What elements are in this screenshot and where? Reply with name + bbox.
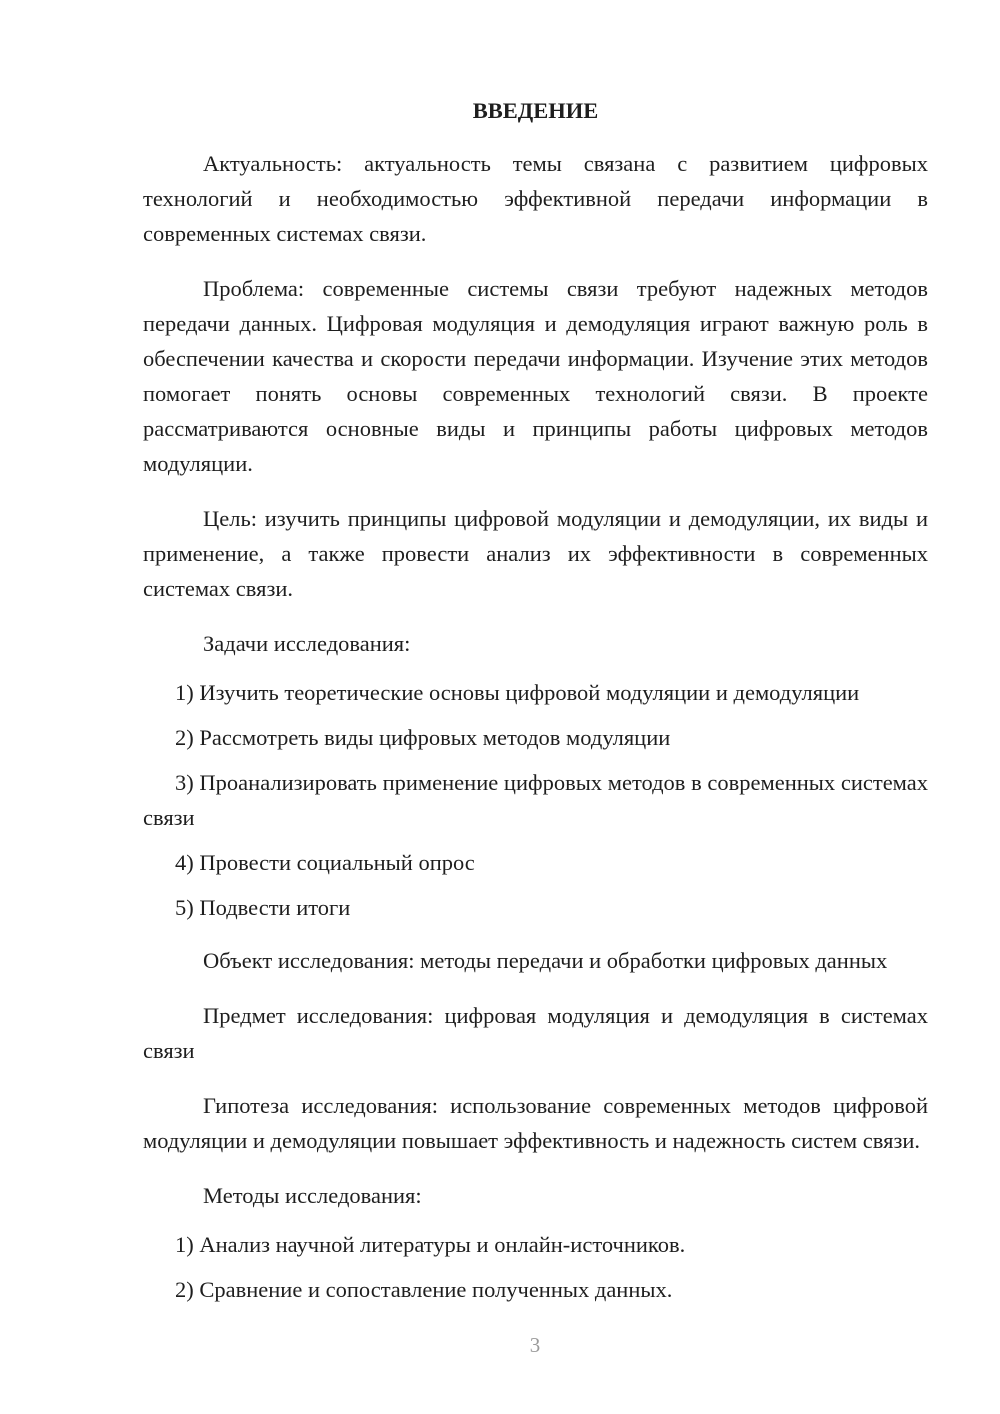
method-item-2: 2) Сравнение и сопоставление полученных данных. <box>175 1277 673 1302</box>
hypothesis-paragraph: Гипотеза исследования: использование современных методов цифровой модуляции и демодуляции повышает эффективность и надежность систем связи. <box>143 1093 928 1153</box>
task-item-5: 5) Подвести итоги <box>175 895 351 920</box>
methods-heading: Методы исследования: <box>203 1183 422 1208</box>
problem-paragraph: Проблема: современные системы связи требуют надежных методов передачи данных. Цифровая модуляция и демодуляция играют важную роль в обеспечении качества и скорости передачи информации. Изучение этих методов помогает понять основы современных технологий связи. В проекте рассматриваются основные виды и принципы работы цифровых методов модуляции. <box>143 276 928 476</box>
task-item-3: 3) Проанализировать применение цифровых методов в современных системах связи <box>143 770 928 830</box>
page-number: 3 <box>529 1333 541 1357</box>
page-content <box>143 93 928 1317</box>
method-item-1: 1) Анализ научной литературы и онлайн-источников. <box>175 1232 686 1257</box>
goal-paragraph: Цель: изучить принципы цифровой модуляции и демодуляции, их виды и применение, а также провести анализ их эффективности в современных системах связи. <box>143 506 928 601</box>
page-title: ВВЕДЕНИЕ <box>472 98 599 123</box>
object-paragraph: Объект исследования: методы передачи и обработки цифровых данных <box>203 948 888 973</box>
tasks-heading: Задачи исследования: <box>203 631 411 656</box>
task-item-4: 4) Провести социальный опрос <box>175 850 475 875</box>
task-item-1: 1) Изучить теоретические основы цифровой модуляции и демодуляции <box>175 680 860 705</box>
subject-paragraph: Предмет исследования: цифровая модуляция и демодуляция в системах связи <box>143 1003 928 1063</box>
task-item-2: 2) Рассмотреть виды цифровых методов модуляции <box>175 725 671 750</box>
relevance-paragraph: Актуальность: актуальность темы связана с развитием цифровых технологий и необходимостью эффективной передачи информации в современных системах связи. <box>143 151 928 246</box>
